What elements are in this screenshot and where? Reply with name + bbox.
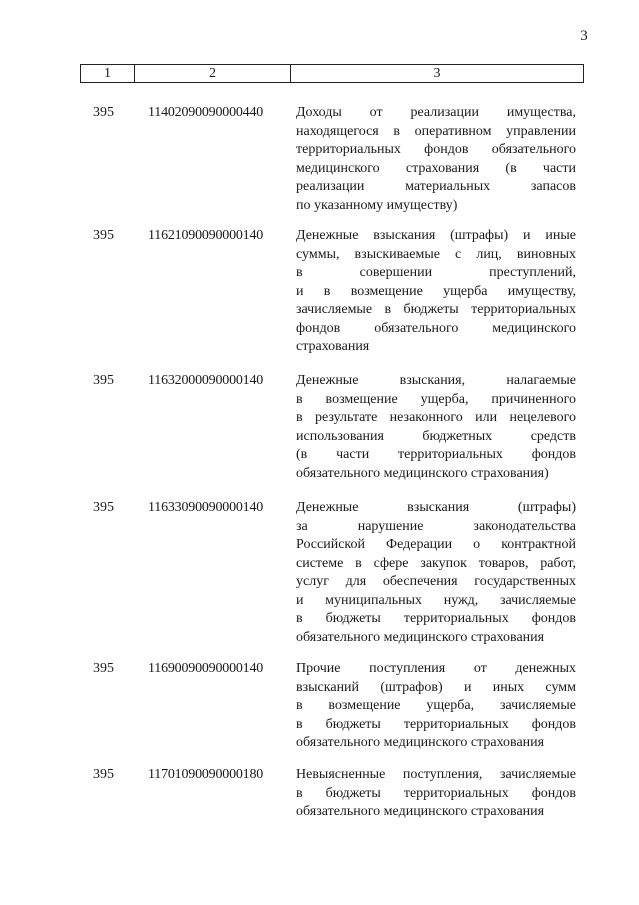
column-header-1: 1 <box>81 65 135 83</box>
description-line: Денежные взыскания (штрафы) <box>296 500 576 515</box>
column-header-3: 3 <box>291 65 584 83</box>
description-line: в возмещение ущерба, причиненного <box>296 391 576 407</box>
revenue-description <box>296 499 576 647</box>
description-line: за нарушение законодательства <box>296 518 576 534</box>
description-line: системе в сфере закупок товаров, работ, <box>296 555 576 571</box>
description-line: в бюджеты территориальных фондов <box>296 716 576 732</box>
description-line: обязательного медицинского страхования <box>296 804 545 819</box>
description-line: фондов обязательного медицинского <box>296 320 576 336</box>
description-line: суммы, взыскиваемые с лиц, виновных <box>296 246 576 262</box>
description-line: территориальных фондов обязательного <box>296 142 576 157</box>
administrator-code: 395 <box>93 228 114 243</box>
description-line: Российской Федерации о контрактной <box>296 537 576 552</box>
budget-classification-code: 11621090090000140 <box>148 228 264 243</box>
description-line: в возмещение ущерба, зачисляемые <box>296 698 576 713</box>
description-line: обязательного медицинского страхования) <box>296 465 549 481</box>
administrator-code: 395 <box>93 105 114 120</box>
description-line: находящегося в оперативном управлении <box>296 123 576 139</box>
budget-classification-code: 11701090090000180 <box>148 767 264 782</box>
revenue-description <box>296 227 576 357</box>
revenue-description <box>296 660 576 753</box>
description-line: обязательного медицинского страхования <box>296 735 545 750</box>
description-line: обязательного медицинского страхования <box>296 629 545 645</box>
description-line: медицинского страхования (в части <box>296 160 576 176</box>
page-number: 3 <box>580 28 588 44</box>
description-line: услуг для обеспечения государственных <box>296 574 576 589</box>
revenue-description <box>296 104 576 215</box>
description-line: Доходы от реализации имущества, <box>296 105 576 120</box>
description-line: в результате незаконного или нецелевого <box>296 410 576 425</box>
description-line: (в части территориальных фондов <box>296 447 576 462</box>
description-line: Прочие поступления от денежных <box>296 661 576 676</box>
description-line: реализации материальных запасов <box>296 179 576 194</box>
description-line: Невыясненные поступления, зачисляемые <box>296 767 576 782</box>
description-line: зачисляемые в бюджеты территориальных <box>296 302 576 317</box>
description-line: использования бюджетных средств <box>296 428 576 444</box>
revenue-description <box>296 372 576 483</box>
description-line: в бюджеты территориальных фондов <box>296 785 576 801</box>
description-line: в бюджеты территориальных фондов <box>296 611 576 626</box>
description-line: и муниципальных нужд, зачисляемые <box>296 592 576 608</box>
description-line: Денежные взыскания, налагаемые <box>296 373 576 388</box>
budget-classification-code: 11402090090000440 <box>148 105 264 120</box>
description-line: и в возмещение ущерба имуществу, <box>296 283 576 299</box>
description-line: страхования <box>296 339 370 354</box>
column-header-2: 2 <box>135 65 291 83</box>
administrator-code: 395 <box>93 661 114 676</box>
budget-classification-code: 11632000090000140 <box>148 373 264 388</box>
budget-classification-code: 11633090090000140 <box>148 500 264 515</box>
budget-classification-code: 11690090090000140 <box>148 661 264 676</box>
description-line: Денежные взыскания (штрафы) и иные <box>296 228 576 243</box>
description-line: в совершении преступлений, <box>296 265 576 280</box>
administrator-code: 395 <box>93 373 114 388</box>
revenue-description <box>296 766 576 822</box>
description-line: по указанному имуществу) <box>296 197 458 213</box>
administrator-code: 395 <box>93 500 114 515</box>
description-line: взысканий (штрафов) и иных сумм <box>296 679 576 695</box>
administrator-code: 395 <box>93 767 114 782</box>
